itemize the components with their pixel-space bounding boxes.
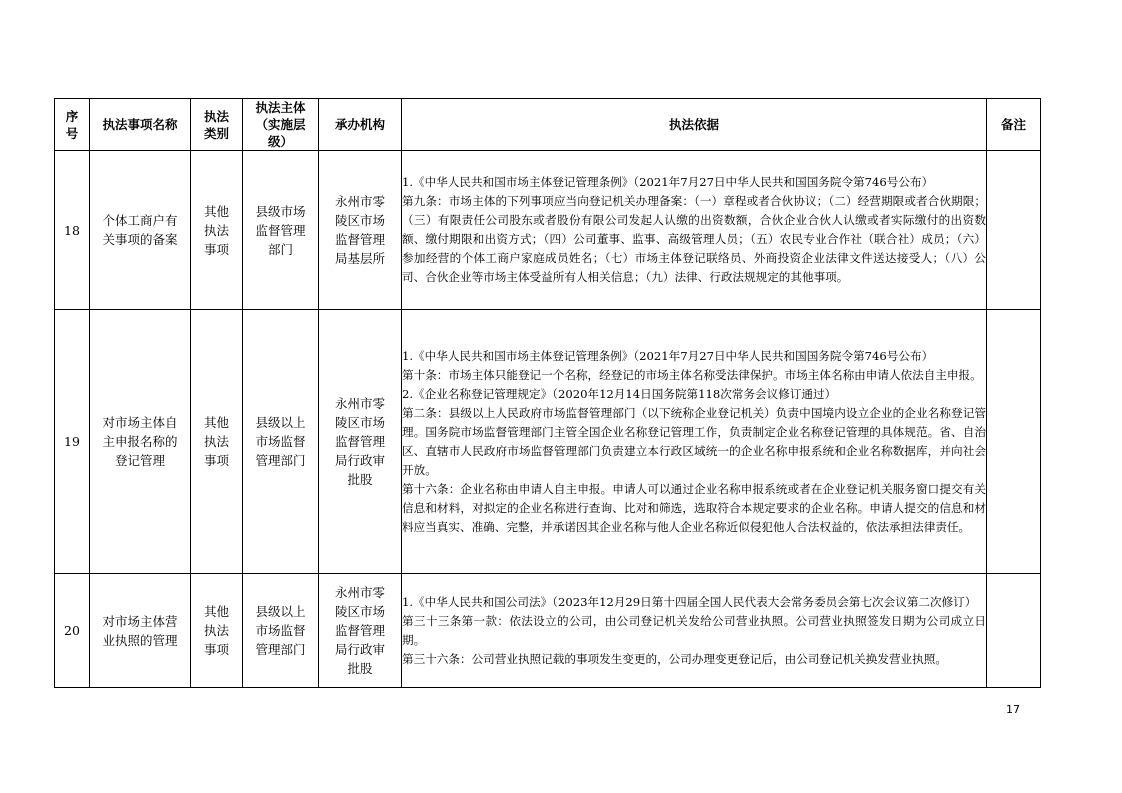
basis-paragraph: 1.《中华人民共和国市场主体登记管理条例》（2021年7月27日中华人民共和国国务院令第746号公布）	[402, 348, 934, 363]
row-category: 其他执法事项	[191, 151, 243, 310]
row-category: 其他执法事项	[191, 310, 243, 574]
row-subject: 县级市场监督管理部门	[243, 151, 319, 310]
row-basis	[402, 151, 987, 310]
table-row	[55, 151, 1041, 310]
basis-paragraph: 第三十三条第一款：依法设立的公司，由公司登记机关发给公司营业执照。公司营业执照签发日期为公司成立日期。	[402, 613, 986, 647]
basis-paragraph: 第十条：市场主体只能登记一个名称，经登记的市场主体名称受法律保护。市场主体名称由申请人依法自主申报。	[402, 367, 982, 382]
table-row	[55, 310, 1041, 574]
row-seq: 18	[55, 151, 90, 310]
page-number: 17	[1006, 703, 1020, 716]
row-subject: 县级以上市场监督管理部门	[243, 574, 319, 688]
table-row	[55, 574, 1041, 688]
basis-paragraph: 第三十六条：公司营业执照记载的事项发生变更的，公司办理变更登记后，由公司登记机关换发营业执照。	[402, 651, 947, 666]
basis-paragraph: 1.《中华人民共和国公司法》（2023年12月29日第十四届全国人民代表大会常务委员会第七次会议第二次修订）	[402, 594, 977, 609]
row-remark	[987, 151, 1041, 310]
header-row	[55, 99, 1041, 151]
row-agency: 永州市零陵区市场监督管理局基层所	[319, 151, 402, 310]
header-category: 执法类别	[191, 99, 243, 151]
header-seq: 序号	[55, 99, 90, 151]
basis-paragraph: 1.《中华人民共和国市场主体登记管理条例》（2021年7月27日中华人民共和国国务院令第746号公布）	[402, 175, 934, 189]
enforcement-table	[54, 98, 1041, 688]
basis-paragraph: 第二条：县级以上人民政府市场监督管理部门（以下统称企业登记机关）负责中国境内设立企业的企业名称登记管理。国务院市场监督管理部门主管全国企业名称登记管理工作，负责制定企业名称登记管理的具体规范。省、自治区、直辖市人民政府市场监督管理部门负责建立本行政区域统一的企业名称申报系统和企业名称数据库，并向社会开放。	[402, 405, 986, 477]
row-basis	[402, 310, 987, 574]
header-remark: 备注	[987, 99, 1041, 151]
header-agency: 承办机构	[319, 99, 402, 151]
row-category: 其他执法事项	[191, 574, 243, 688]
row-agency: 永州市零陵区市场监督管理局行政审批股	[319, 574, 402, 688]
row-name: 对市场主体营业执照的管理	[90, 574, 191, 688]
row-subject: 县级以上市场监督管理部门	[243, 310, 319, 574]
row-name: 对市场主体自主申报名称的登记管理	[90, 310, 191, 574]
row-agency: 永州市零陵区市场监督管理局行政审批股	[319, 310, 402, 574]
basis-paragraph: 第十六条：企业名称由申请人自主申报。申请人可以通过企业名称申报系统或者在企业登记机关服务窗口提交有关信息和材料，对拟定的企业名称进行查询、比对和筛选，选取符合本规定要求的企业名称。申请人提交的信息和材料应当真实、准确、完整，并承诺因其企业名称与他人企业名称近似侵犯他人合法权益的，依法承担法律责任。	[402, 481, 986, 534]
header-basis: 执法依据	[402, 99, 987, 151]
row-basis	[402, 574, 987, 688]
row-seq: 19	[55, 310, 90, 574]
basis-paragraph: 2.《企业名称登记管理规定》（2020年12月14日国务院第118次常务会议修订通过）	[402, 386, 837, 401]
row-seq: 20	[55, 574, 90, 688]
row-remark	[987, 310, 1041, 574]
row-remark	[987, 574, 1041, 688]
header-name: 执法事项名称	[90, 99, 191, 151]
header-subject: 执法主体（实施层级）	[243, 99, 319, 151]
row-name: 个体工商户有关事项的备案	[90, 151, 191, 310]
basis-paragraph: 第九条：市场主体的下列事项应当向登记机关办理备案：（一）章程或者合伙协议；（二）经营期限或者合伙期限；（三）有限责任公司股东或者股份有限公司发起人认缴的出资数额，合伙企业合伙人认缴或者实际缴付的出资数额、缴付期限和出资方式；（四）公司董事、监事、高级管理人员；（五）农民专业合作社（联合社）成员；（六）参加经营的个体工商户家庭成员姓名；（七）市场主体登记联络员、外商投资企业法律文件送达接受人；（八）公司、合伙企业等市场主体受益所有人相关信息；（九）法律、行政法规规定的其他事项。	[402, 194, 986, 284]
